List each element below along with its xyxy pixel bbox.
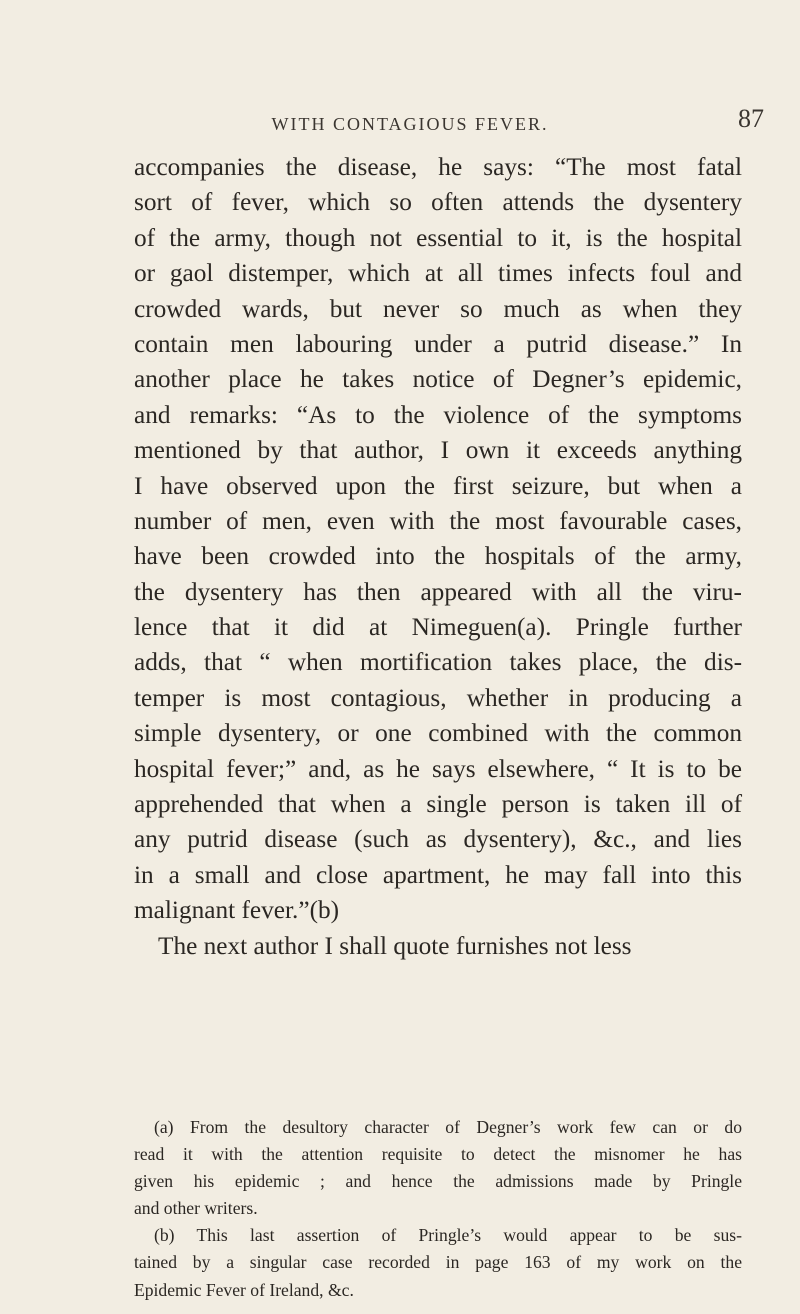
body-line: and remarks: “As to the violence of the symptoms	[134, 400, 742, 429]
body-line: mentioned by that author, I own it exceeds anything	[134, 436, 742, 465]
body-line: accompanies the disease, he says: “The most fatal	[134, 153, 742, 181]
body-line: or gaol distemper, which at all times infects foul and	[134, 259, 742, 288]
body-line: simple dysentery, or one combined with the common	[134, 719, 742, 748]
body-line: temper is most contagious, whether in producing a	[134, 683, 742, 712]
body-line: lence that it did at Nimeguen(a). Pringle further	[134, 613, 742, 642]
body-line: The next author I shall quote furnishes not less	[158, 931, 632, 960]
footnotes	[134, 1114, 742, 1304]
footnote-line: and other writers.	[134, 1198, 258, 1219]
body-line: in a small and close apartment, he may fall into this	[134, 860, 742, 889]
running-head: WITH CONTAGIOUS FEVER.	[271, 114, 549, 134]
body-line: adds, that “ when mortification takes place, the dis-	[134, 648, 742, 677]
body-line: hospital fever;” and, as he says elsewhere, “ It is to be	[134, 754, 742, 783]
footnote-line: Epidemic Fever of Ireland, &c.	[134, 1279, 354, 1300]
body-line: crowded wards, but never so much as when they	[134, 294, 742, 323]
body-line: of the army, though not essential to it, is the hospital	[134, 223, 742, 252]
body-line: I have observed upon the first seizure, but when a	[134, 471, 742, 500]
body-line: malignant fever.”(b)	[134, 896, 340, 925]
body-text	[134, 150, 742, 964]
footnote-line: tained by a singular case recorded in page 163 of my work on the	[134, 1252, 742, 1273]
page-number: 87	[738, 104, 764, 133]
body-line: contain men labouring under a putrid disease.” In	[134, 329, 742, 358]
footnote-line: read it with the attention requisite to detect the misnomer he has	[134, 1144, 742, 1165]
footnote-line: (b) This last assertion of Pringle’s would appear to be sus-	[154, 1225, 742, 1246]
body-line: number of men, even with the most favourable cases,	[134, 506, 742, 535]
body-line: another place he takes notice of Degner’s epidemic,	[134, 365, 742, 394]
body-line: have been crowded into the hospitals of the army,	[134, 542, 742, 571]
body-line: the dysentery has then appeared with all the viru-	[134, 577, 742, 606]
body-line: any putrid disease (such as dysentery), &c., and lies	[134, 825, 742, 854]
footnote-line: (a) From the desultory character of Degner’s work few can or do	[154, 1117, 742, 1137]
footnote-line: given his epidemic ; and hence the admissions made by Pringle	[134, 1171, 742, 1192]
body-line: apprehended that when a single person is taken ill of	[134, 790, 742, 819]
body-line: sort of fever, which so often attends the dysentery	[134, 188, 742, 217]
